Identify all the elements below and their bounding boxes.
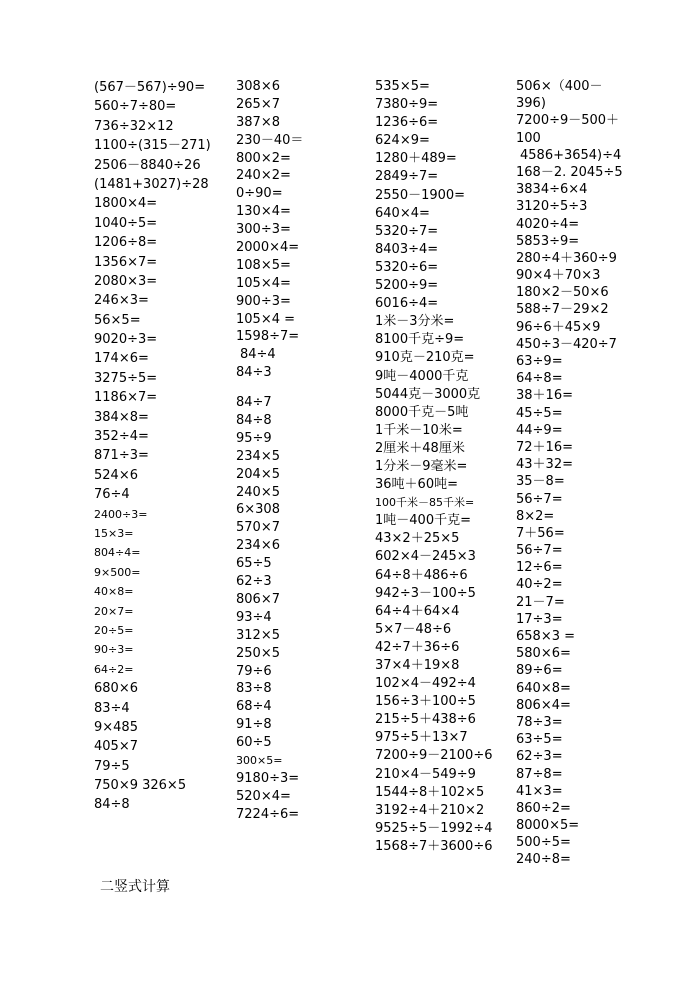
math-problem: 806×7 <box>236 591 280 607</box>
math-problem: 975÷5＋13×7 <box>375 730 468 746</box>
math-problem: 2550－1900= <box>375 187 466 203</box>
math-problem: 20×7= <box>94 604 134 618</box>
math-problem: 37×4＋19×8 <box>375 658 460 673</box>
math-problem: 3834÷6×4 <box>516 182 588 198</box>
math-problem: 45÷5= <box>516 405 563 421</box>
math-problem: 15×3= <box>94 526 134 540</box>
math-problem: 942÷3－100÷5 <box>375 585 476 601</box>
math-problem: 602×4－245×3 <box>375 549 476 565</box>
math-problem: 2400÷3= <box>94 507 148 521</box>
math-problem: 95÷9 <box>236 430 272 446</box>
math-problem: 520×4= <box>236 788 291 804</box>
math-problem: 79÷5 <box>94 758 130 774</box>
math-problem: 64÷2= <box>94 662 134 676</box>
math-problem: 100 <box>516 130 541 146</box>
math-problem: 180×2－50×6 <box>516 285 609 301</box>
math-problem: 7380÷9= <box>375 97 439 113</box>
math-problem: 4020÷4= <box>516 216 580 232</box>
math-problem: 246×3= <box>94 293 149 309</box>
math-problem: 900÷3= <box>236 293 291 309</box>
math-problem: 280÷4＋360÷9 <box>516 250 617 266</box>
math-problem: 234×6 <box>236 538 280 554</box>
math-problem: 1568÷7＋3600÷6 <box>375 838 493 854</box>
math-problem: 450÷3－420÷7 <box>516 336 617 352</box>
math-problem: 2849÷7= <box>375 169 439 185</box>
math-problem: 100千米－85千米= <box>375 496 475 510</box>
math-problem: 102×4－492÷4 <box>375 676 476 692</box>
math-problem: 910克－210克= <box>375 350 475 366</box>
math-problem: 156÷3＋100÷5 <box>375 694 476 710</box>
math-problem: 300÷3= <box>236 222 291 238</box>
math-problem: 3192÷4＋210×2 <box>375 802 485 818</box>
math-problem: 230－40＝ <box>236 132 304 148</box>
math-problem: 2000×4= <box>236 240 300 256</box>
math-problem: 387×8 <box>236 114 280 130</box>
math-problem: 20÷5= <box>94 623 134 637</box>
math-problem: 588÷7－29×2 <box>516 302 609 318</box>
math-problem: 84÷4 <box>240 347 276 363</box>
math-problem: 17÷3= <box>516 611 563 627</box>
math-problem: 405×7 <box>94 739 138 755</box>
math-problem: 7200÷9－500＋ <box>516 113 620 129</box>
math-problem: 1800×4= <box>94 196 158 212</box>
math-problem: 168－2. 2045÷5 <box>516 164 623 180</box>
math-problem: 1186×7= <box>94 390 158 406</box>
math-problem: 89÷6= <box>516 663 563 679</box>
math-problem: 3275÷5= <box>94 370 158 386</box>
math-problem: 76÷4 <box>94 487 130 503</box>
math-problem: 5320÷6= <box>375 259 439 275</box>
math-problem: 5853÷9= <box>516 233 580 249</box>
math-problem: 1千米－10米= <box>375 422 463 438</box>
math-problem: 2506－8840÷26 <box>94 157 201 173</box>
math-problem: 108×5= <box>236 257 291 273</box>
math-problem: 580×6= <box>516 646 571 662</box>
math-problem: 6×308 <box>236 502 280 518</box>
math-problem: 1040÷5= <box>94 215 158 231</box>
math-problem: 9525÷5－1992÷4 <box>375 820 493 836</box>
math-problem: 41×3= <box>516 783 563 799</box>
problem-column-4 <box>516 78 691 869</box>
math-problem: 79÷6 <box>236 663 272 679</box>
problem-column-3 <box>375 78 515 856</box>
math-problem: 2厘米＋48厘米 <box>375 440 465 456</box>
math-problem: 0÷90= <box>236 186 283 202</box>
math-problem: 40÷2= <box>516 577 563 593</box>
math-problem: 56÷7= <box>516 543 563 559</box>
math-problem: 1598÷7= <box>236 329 300 345</box>
math-problem: 210×4－549÷9 <box>375 766 476 782</box>
math-problem: 1280＋489= <box>375 151 457 167</box>
math-problem: 44÷9= <box>516 422 563 438</box>
math-problem: 42÷7＋36÷6 <box>375 639 460 655</box>
math-problem: 78÷3= <box>516 714 563 730</box>
math-problem: 90×4＋70×3 <box>516 268 601 284</box>
math-problem: 84÷8 <box>94 797 130 813</box>
math-problem: 63÷5= <box>516 732 563 748</box>
math-problem: 36吨＋60吨= <box>375 477 458 493</box>
math-problem: 90÷3= <box>94 643 134 657</box>
math-problem: 560÷7÷80= <box>94 99 177 115</box>
math-problem: 7200÷9－2100÷6 <box>375 748 493 764</box>
problem-column-2 <box>236 78 366 824</box>
math-problem: 215÷5＋438÷6 <box>375 712 476 728</box>
math-problem: 7224÷6= <box>236 806 300 822</box>
math-problem: 9吨－4000千克 <box>375 368 469 384</box>
math-problem: 234×5 <box>236 448 280 464</box>
math-problem: 8×2= <box>516 508 555 524</box>
math-problem: 174×6= <box>94 351 149 367</box>
math-problem: 91÷8 <box>236 717 272 733</box>
math-problem: 65÷5 <box>236 556 272 572</box>
math-problem: 308×6 <box>236 79 280 94</box>
math-problem: 87÷8= <box>516 766 563 782</box>
math-problem: 96÷6＋45×9 <box>516 319 601 335</box>
math-problem: 62÷3 <box>236 574 272 590</box>
math-problem: 56×5= <box>94 312 141 328</box>
math-problem: 64÷8＋486÷6 <box>375 567 468 583</box>
math-problem: 5×7－48÷6 <box>375 621 452 637</box>
math-problem: 265×7 <box>236 96 280 112</box>
math-problem: 204×5 <box>236 466 280 482</box>
math-problem: 535×5= <box>375 79 430 94</box>
math-problem: (1481+3027)÷28 <box>94 176 209 192</box>
math-problem: 84÷8 <box>236 413 272 429</box>
math-problem: 736÷32×12 <box>94 118 174 134</box>
math-problem: 105×4= <box>236 275 291 291</box>
math-problem: 1236÷6= <box>375 115 439 131</box>
math-problem: 43×2＋25×5 <box>375 531 460 547</box>
math-problem: 506×（400－ <box>516 79 603 94</box>
math-problem: 8403÷4= <box>375 241 439 257</box>
math-problem: 3120÷5÷3 <box>516 199 588 215</box>
math-problem: 56÷7= <box>516 491 563 507</box>
math-problem: 83÷4 <box>94 700 130 716</box>
math-problem: 1米－3分米= <box>375 314 455 330</box>
math-problem: 1100÷(315－271) <box>94 138 211 154</box>
math-problem: 2080×3= <box>94 273 158 289</box>
math-problem: 524×6 <box>94 467 138 483</box>
math-problem: 83÷8 <box>236 681 272 697</box>
math-problem: 21－7= <box>516 594 565 610</box>
math-problem: 6016÷4= <box>375 296 439 312</box>
math-problem: 384×8= <box>94 409 149 425</box>
math-problem: 9020÷3= <box>94 332 158 348</box>
math-problem: 240÷8= <box>516 852 571 868</box>
math-problem: 9×500= <box>94 565 141 579</box>
math-problem: 62÷3= <box>516 749 563 765</box>
math-problem: 806×4= <box>516 697 571 713</box>
math-problem: 800×2= <box>236 150 291 166</box>
math-problem: 105×4 = <box>236 311 296 327</box>
math-problem: 72＋16= <box>516 439 573 455</box>
math-problem: 250×5 <box>236 645 280 661</box>
math-problem: 7＋56= <box>516 525 565 541</box>
math-problem: 624×9= <box>375 133 430 149</box>
math-problem: 64÷4＋64×4 <box>375 603 460 619</box>
math-problem: 8000千克－5吨 <box>375 404 469 420</box>
problem-column-1 <box>94 78 234 815</box>
math-problem: 804÷4= <box>94 546 141 560</box>
math-problem: 5200÷9= <box>375 278 439 294</box>
math-problem: 1544÷8＋102×5 <box>375 784 485 800</box>
math-problem: 8000×5= <box>516 818 580 834</box>
math-problem: 12÷6= <box>516 560 563 576</box>
math-problem: 35－8= <box>516 474 565 490</box>
math-problem: 40×8= <box>94 585 134 599</box>
math-problem: 500÷5= <box>516 835 571 851</box>
math-problem: 860÷2= <box>516 800 571 816</box>
math-problem: 871÷3= <box>94 448 149 464</box>
math-problem: 130×4= <box>236 204 291 220</box>
math-problem: 352÷4= <box>94 429 149 445</box>
math-problem: 64÷8= <box>516 371 563 387</box>
math-problem: 1206÷8= <box>94 235 158 251</box>
math-problem: 240×5 <box>236 484 280 500</box>
math-problem: 312×5 <box>236 627 280 643</box>
math-problem: 1吨－400千克= <box>375 513 471 529</box>
math-problem: 43＋32= <box>516 457 573 473</box>
math-problem: 84÷7 <box>236 395 272 411</box>
math-problem: 84÷3 <box>236 365 272 381</box>
math-problem: 680×6 <box>94 681 138 697</box>
math-problem: 570×7 <box>236 520 280 536</box>
math-problem: 9×485 <box>94 719 138 735</box>
math-problem: 5320÷7= <box>375 223 439 239</box>
math-problem: 300×5= <box>236 753 283 767</box>
math-problem: 5044克－3000克 <box>375 386 481 402</box>
math-problem: 63÷9= <box>516 354 563 369</box>
math-problem: 396) <box>516 96 546 112</box>
math-problem: 658×3 = <box>516 629 576 644</box>
math-problem: 60÷5 <box>236 735 272 751</box>
math-problem: 1分米－9毫米= <box>375 458 468 474</box>
math-problem: 38＋16= <box>516 388 573 404</box>
math-problem: 640×8= <box>516 680 571 696</box>
math-problem: 93÷4 <box>236 609 272 625</box>
math-problem: 68÷4 <box>236 699 272 715</box>
math-problem: 8100千克÷9= <box>375 332 465 348</box>
math-problem: 750×9 326×5 <box>94 778 187 794</box>
math-problem: 4586+3654)÷4 <box>520 147 622 163</box>
math-problem: 1356×7= <box>94 254 158 270</box>
math-problem: 640×4= <box>375 205 430 221</box>
math-problem: 9180÷3= <box>236 770 300 786</box>
math-problem: 240×2= <box>236 168 291 184</box>
section-heading: 二竖式计算 <box>100 879 170 895</box>
math-problem: (567－567)÷90= <box>94 80 206 95</box>
